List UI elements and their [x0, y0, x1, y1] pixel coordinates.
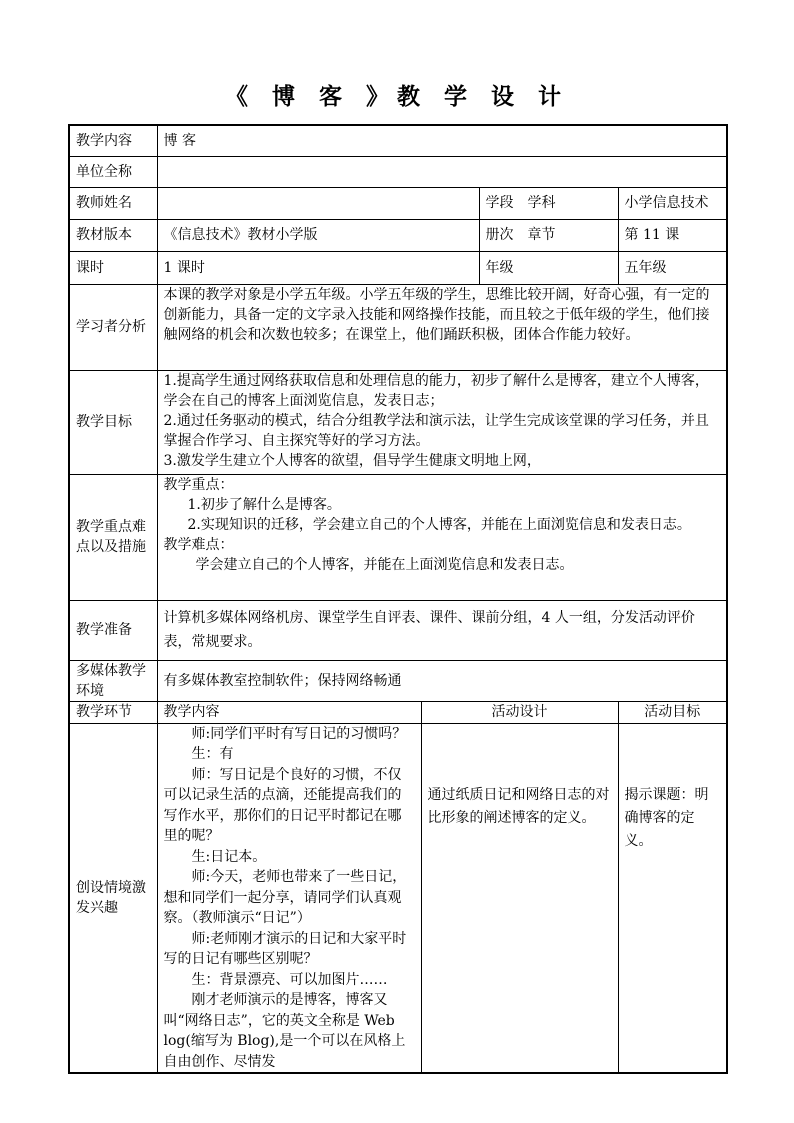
unit-value — [157, 156, 727, 187]
difficulty-heading: 教学难点： — [163, 536, 234, 553]
stage-label: 学段 学科 — [479, 187, 618, 219]
key-item: 2.实现知识的迁移，学会建立自己的个人博客，并能在上面浏览信息和发表日志。 — [187, 516, 691, 533]
hours-label: 课时 — [69, 251, 157, 284]
key-value — [157, 474, 727, 600]
grade-value: 五年级 — [618, 251, 727, 284]
env-label: 多媒体教学环境 — [69, 660, 157, 701]
content-line: 生：有 — [191, 746, 234, 762]
teacher-value — [157, 187, 479, 219]
col-step-header: 教学环节 — [69, 701, 157, 723]
step-goal: 揭示课题：明确博客的定义。 — [618, 723, 727, 1073]
content-line: 刚才老师演示的是博客，博客又叫“网络日志”，它的英文全称是 Web log(缩写为 Blog),是一个可以在风格上自由创作、尽情发 — [163, 992, 406, 1070]
prep-label: 教学准备 — [69, 600, 157, 660]
content-line: 师：写日记是个良好的习惯，不仅可以记录生活的点滴，还能提高我们的写作水平，那你们的日记平时都记在哪里的呢？ — [163, 766, 402, 844]
step-design: 通过纸质日记和网络日志的对比形象的阐述博客的定义。 — [421, 723, 618, 1073]
volume-label: 册次 章节 — [479, 219, 618, 251]
lesson-plan-table — [68, 124, 728, 1074]
learner-value: 本课的教学对象是小学五年级。小学五年级的学生，思维比较开阔，好奇心强，有一定的创新能力，具备一定的文字录入技能和网络操作技能，而且较之于低年级的学生，他们接触网络的机会和次数也较多；在课堂上，他们踊跃积极，团体合作能力较好。 — [157, 284, 727, 370]
key-heading: 教学重点： — [163, 476, 234, 493]
goal-item: 3.激发学生建立个人博客的欲望，倡导学生健康文明地上网， — [163, 452, 541, 469]
difficulty-item: 学会建立自己的个人博客，并能在上面浏览信息和发表日志。 — [195, 556, 574, 573]
content-line: 师:老师刚才演示的日记和大家平时写的日记有哪些区别呢？ — [163, 930, 407, 967]
prep-value: 计算机多媒体网络机房、课堂学生自评表、课件、课前分组，4 人一组，分发活动评价表，常规要求。 — [157, 600, 727, 660]
key-item: 1.初步了解什么是博客。 — [187, 496, 341, 513]
col-content-header: 教学内容 — [157, 701, 421, 723]
content-value: 博 客 — [157, 125, 727, 156]
edition-value: 《信息技术》教材小学版 — [157, 219, 479, 251]
env-value: 有多媒体教室控制软件；保持网络畅通 — [157, 660, 727, 701]
content-line: 生：背景漂亮、可以加图片…… — [191, 971, 388, 988]
document-title: 《 博 客 》教 学 设 计 — [224, 84, 570, 110]
goal-value — [157, 370, 727, 474]
edition-label: 教材版本 — [69, 219, 157, 251]
content-line: 师:今天，老师也带来了一些日记，想和同学们一起分享，请同学们认真观察。（教师演示“日记”） — [163, 869, 407, 926]
stage-value: 小学信息技术 — [618, 187, 727, 219]
col-design-header: 活动设计 — [421, 701, 618, 723]
grade-label: 年级 — [479, 251, 618, 284]
content-label: 教学内容 — [69, 125, 157, 156]
step-content — [157, 723, 421, 1073]
content-line: 生:日记本。 — [191, 848, 267, 865]
key-label: 教学重点难点以及措施 — [69, 474, 157, 600]
teacher-label: 教师姓名 — [69, 187, 157, 219]
learner-label: 学习者分析 — [69, 284, 157, 370]
step-label: 创设情境激发兴趣 — [69, 723, 157, 1073]
content-line: 师:同学们平时有写日记的习惯吗？ — [191, 725, 407, 742]
unit-label: 单位全称 — [69, 156, 157, 187]
volume-value: 第 11 课 — [618, 219, 727, 251]
goal-item: 2.通过任务驱动的模式，结合分组教学法和演示法，让学生完成该堂课的学习任务，并且掌握合作学习、自主探究等好的学习方法。 — [163, 412, 709, 449]
col-goal-header: 活动目标 — [618, 701, 727, 723]
hours-value: 1 课时 — [157, 251, 479, 284]
goal-item: 1.提高学生通过网络获取信息和处理信息的能力，初步了解什么是博客，建立个人博客，学会在自己的博客上面浏览信息，发表日志； — [163, 372, 709, 409]
goal-label: 教学目标 — [69, 370, 157, 474]
